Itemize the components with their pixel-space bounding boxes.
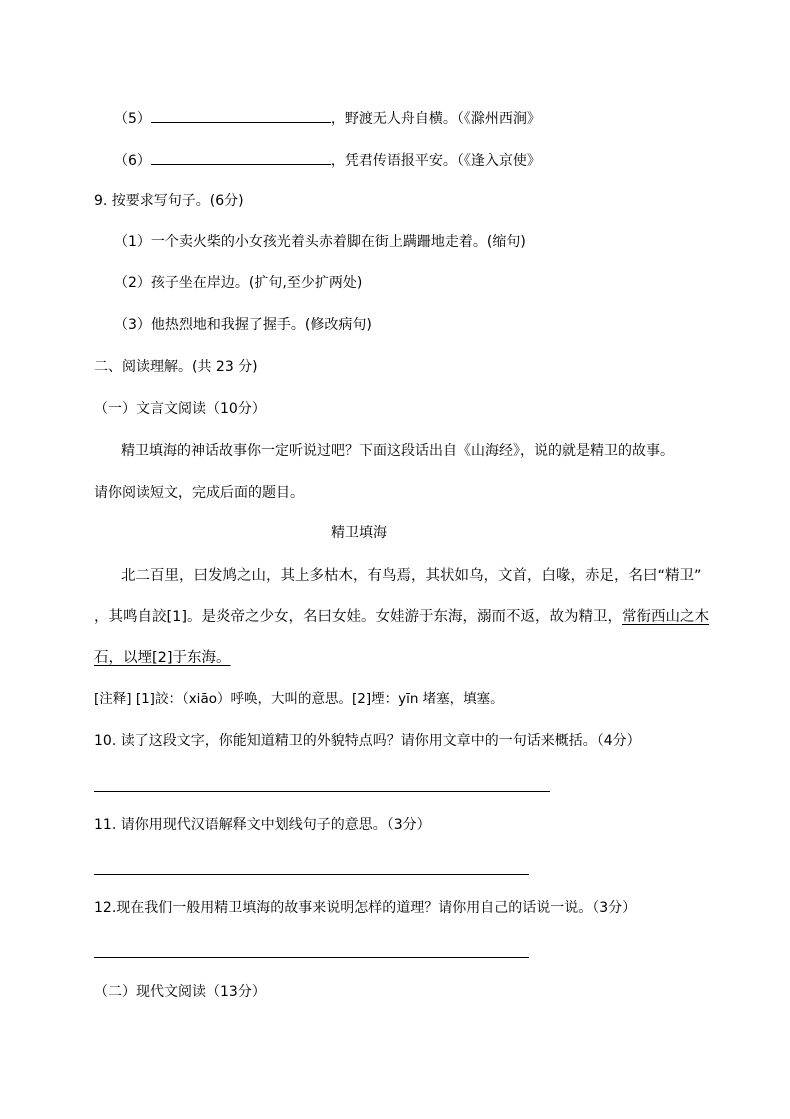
q11-answer-line[interactable] bbox=[94, 874, 529, 875]
q10: 10. 读了这段文字，你能知道精卫的外貌特点吗？请你用文章中的一句话来概括。（4分） bbox=[94, 733, 641, 749]
passage-line3 bbox=[94, 649, 231, 667]
q8-item5 bbox=[114, 108, 541, 128]
q8-item6-number: （6） bbox=[114, 153, 151, 169]
passage-line1: 北二百里，曰发鸠之山，其上多枯木，有鸟焉，其状如乌，文首，白喙，赤足，名曰“精卫” bbox=[121, 568, 702, 584]
q8-item5-text: ，野渡无人舟自横。（《滁州西涧》 bbox=[330, 111, 541, 127]
q8-item5-blank[interactable] bbox=[151, 108, 331, 123]
q12-answer-line[interactable] bbox=[94, 957, 529, 958]
q9-item3: （3）他热烈地和我握了握手。(修改病句) bbox=[114, 317, 372, 333]
passage-underlined-sentence-part2: 石，以堙[2]于东海。 bbox=[94, 650, 231, 666]
passage-line2-text: ，其鸣自詨[1]。是炎帝之少女，名曰女娃。女娃游于东海，溺而不返，故为精卫， bbox=[94, 609, 623, 625]
q11: 11. 请你用现代汉语解释文中划线句子的意思。（3分） bbox=[94, 817, 431, 833]
q9-title: 9. 按要求写句子。(6分) bbox=[94, 193, 244, 209]
q12: 12.现在我们一般用精卫填海的故事来说明怎样的道理？请你用自己的话说一说。（3分） bbox=[94, 900, 637, 916]
part1-title: （一）文言文阅读（10分） bbox=[94, 401, 266, 417]
passage-title: 精卫填海 bbox=[331, 525, 387, 541]
q9-item1: （1）一个卖火柴的小女孩光着头赤着脚在街上蹒跚地走着。(缩句) bbox=[114, 234, 526, 250]
passage-line2 bbox=[94, 608, 709, 626]
q8-item6 bbox=[114, 150, 541, 170]
q10-answer-line[interactable] bbox=[94, 791, 550, 792]
q9-item2: （2）孩子坐在岸边。(扩句,至少扩两处) bbox=[114, 275, 363, 291]
q8-item6-text: ，凭君传语报平安。（《逢入京使》 bbox=[330, 153, 541, 169]
q8-item6-blank[interactable] bbox=[151, 150, 331, 165]
part2-title: （二）现代文阅读（13分） bbox=[94, 984, 266, 1000]
intro-line2: 请你阅读短文，完成后面的题目。 bbox=[94, 485, 304, 501]
q8-item5-number: （5） bbox=[114, 111, 151, 127]
passage-underlined-sentence-part1: 常衔西山之木 bbox=[622, 609, 710, 625]
passage-note: [注释] [1]詨：（xiāo）呼唤，大叫的意思。[2]堙：yīn 堵塞，填塞。 bbox=[94, 691, 504, 707]
intro-line1: 精卫填海的神话故事你一定听说过吧？下面这段话出自《山海经》，说的就是精卫的故事。 bbox=[121, 443, 674, 459]
section2-title: 二、阅读理解。(共 23 分) bbox=[94, 359, 258, 375]
